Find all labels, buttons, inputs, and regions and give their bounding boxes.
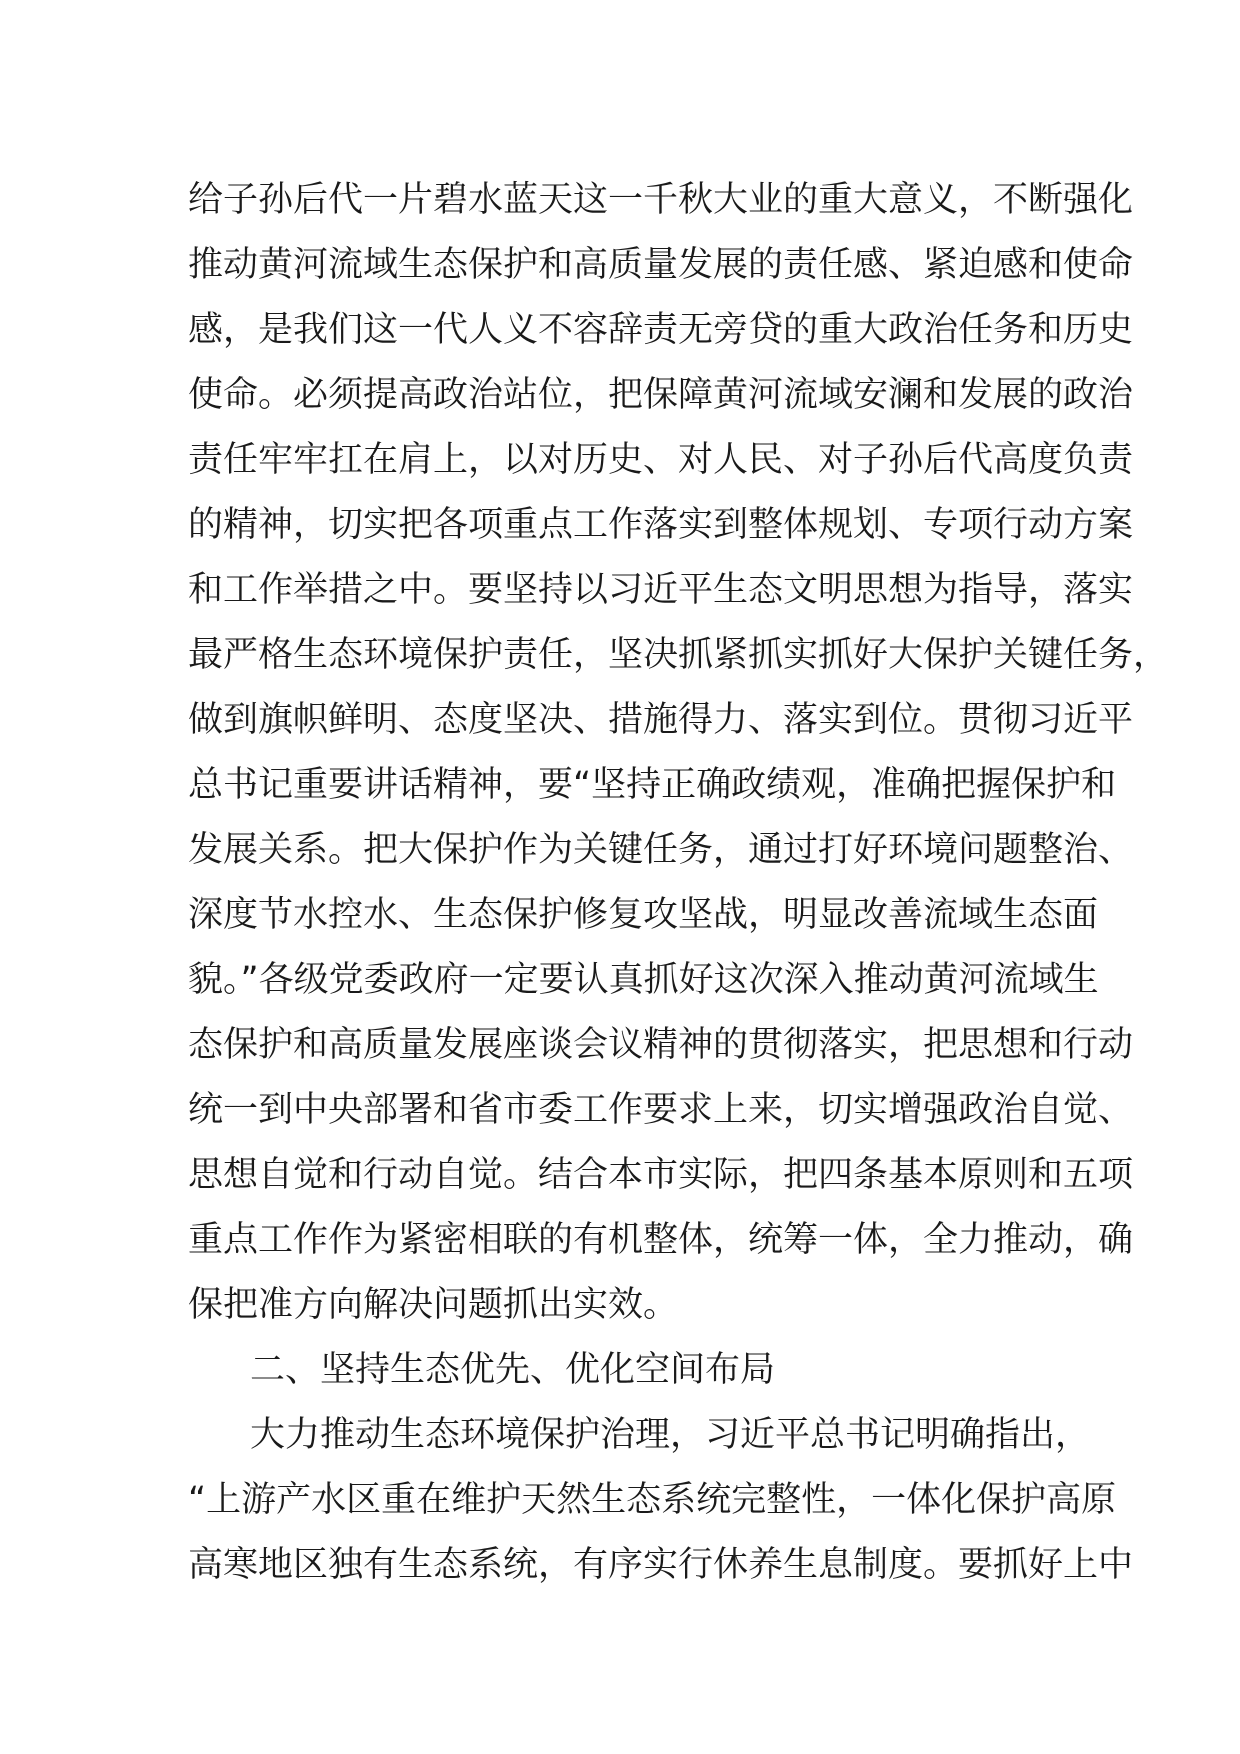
text-line: 大力推动生态环境保护治理，习近平总书记明确指出， xyxy=(250,1415,1091,1455)
body-text xyxy=(188,168,1169,1598)
text-line: 总书记重要讲话精神，要“坚持正确政绩观，准确把握保护和 xyxy=(188,765,1117,805)
text-line: “上游产水区重在维护天然生态系统完整性，一体化保护高原 xyxy=(188,1480,1117,1520)
text-line: 使命。必须提高政治站位，把保障黄河流域安澜和发展的政治 xyxy=(188,375,1134,415)
text-line: 给子孙后代一片碧水蓝天这一千秋大业的重大意义，不断强化 xyxy=(188,180,1134,220)
text-line: 重点工作作为紧密相联的有机整体，统筹一体，全力推动，确 xyxy=(188,1220,1134,1260)
text-line: 保把准方向解决问题抓出实效。 xyxy=(188,1285,679,1325)
text-line: 感，是我们这一代人义不容辞责无旁贷的重大政治任务和历史 xyxy=(188,310,1134,350)
section-heading: 二、坚持生态优先、优化空间布局 xyxy=(250,1350,776,1390)
text-line: 深度节水控水、生态保护修复攻坚战，明显改善流域生态面 xyxy=(188,895,1099,935)
text-line: 做到旗帜鲜明、态度坚决、措施得力、落实到位。贯彻习近平 xyxy=(188,700,1134,740)
text-line: 推动黄河流域生态保护和高质量发展的责任感、紧迫感和使命 xyxy=(188,245,1134,285)
text-line: 思想自觉和行动自觉。结合本市实际，把四条基本原则和五项 xyxy=(188,1155,1134,1195)
text-line: 和工作举措之中。要坚持以习近平生态文明思想为指导，落实 xyxy=(188,570,1134,610)
text-line: 高寒地区独有生态系统，有序实行休养生息制度。要抓好上中 xyxy=(188,1545,1134,1585)
text-line: 责任牢牢扛在肩上，以对历史、对人民、对子孙后代高度负责 xyxy=(188,440,1134,480)
text-line: 貌。”各级党委政府一定要认真抓好这次深入推动黄河流域生 xyxy=(188,960,1099,1000)
text-line: 的精神，切实把各项重点工作落实到整体规划、专项行动方案 xyxy=(188,505,1134,545)
text-line: 态保护和高质量发展座谈会议精神的贯彻落实，把思想和行动 xyxy=(188,1025,1134,1065)
text-line: 发展关系。把大保护作为关键任务，通过打好环境问题整治、 xyxy=(188,830,1134,870)
text-line: 最严格生态环境保护责任，坚决抓紧抓实抓好大保护关键任务， xyxy=(188,635,1169,675)
text-line: 统一到中央部署和省市委工作要求上来，切实增强政治自觉、 xyxy=(188,1090,1134,1130)
